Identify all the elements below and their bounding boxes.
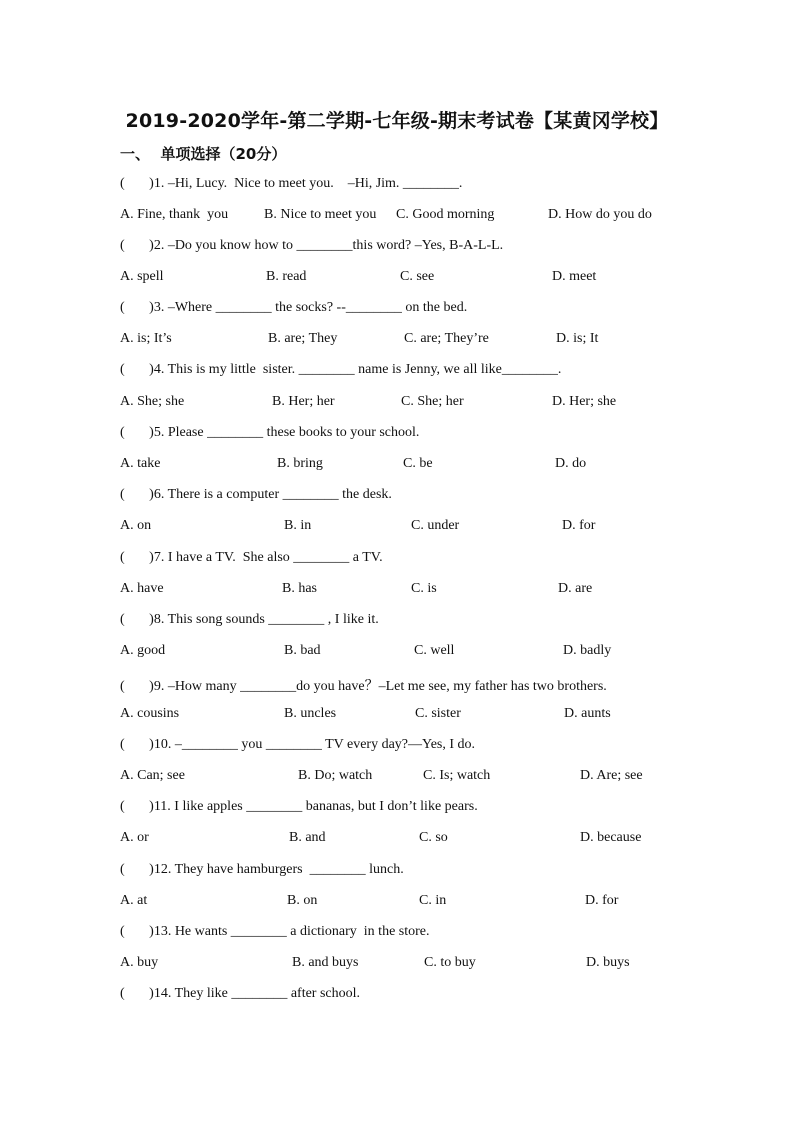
question-14 xyxy=(0,986,794,1008)
option-a: A. Fine, thank you xyxy=(120,207,229,222)
option-d: D. for xyxy=(562,518,596,533)
question-stem: ( )9. –How many ________do you have？–Let me see, my father has two brothers. xyxy=(120,679,607,694)
question-3 xyxy=(0,300,794,322)
option-b: B. on xyxy=(287,893,318,908)
option-a: A. good xyxy=(120,643,166,658)
question-stem: ( )3. –Where ________ the socks? --________ on the bed. xyxy=(120,300,468,315)
question-9 xyxy=(0,675,794,697)
options-row-12 xyxy=(0,893,794,915)
option-c: C. She; her xyxy=(401,394,464,409)
option-c: C. to buy xyxy=(424,955,476,970)
question-stem: ( )6. There is a computer ________ the desk. xyxy=(120,487,392,502)
option-d: D. Her; she xyxy=(552,394,617,409)
options-row-2 xyxy=(0,269,794,291)
question-10 xyxy=(0,737,794,759)
question-stem: ( )4. This is my little sister. ________ name is Jenny, we all like________. xyxy=(120,362,562,377)
option-a: A. buy xyxy=(120,955,159,970)
option-a: A. have xyxy=(120,581,164,596)
option-d: D. because xyxy=(580,830,642,845)
option-c: C. see xyxy=(400,269,435,284)
question-1 xyxy=(0,176,794,198)
options-row-9 xyxy=(0,706,794,728)
option-b: B. in xyxy=(284,518,312,533)
option-d: D. is; It xyxy=(556,331,599,346)
option-d: D. badly xyxy=(563,643,612,658)
question-stem: ( )7. I have a TV. She also ________ a TV. xyxy=(120,550,383,565)
option-c: C. are; They’re xyxy=(404,331,489,346)
option-a: A. on xyxy=(120,518,152,533)
option-c: C. be xyxy=(403,456,433,471)
option-c: C. Good morning xyxy=(396,207,495,222)
option-b: B. are; They xyxy=(268,331,338,346)
option-a: A. at xyxy=(120,893,148,908)
question-8 xyxy=(0,612,794,634)
option-d: D. meet xyxy=(552,269,597,284)
question-4 xyxy=(0,362,794,384)
option-b: B. uncles xyxy=(284,706,337,721)
option-d: D. for xyxy=(585,893,619,908)
option-d: D. Are; see xyxy=(580,768,643,783)
option-b: B. Her; her xyxy=(272,394,335,409)
option-b: B. bad xyxy=(284,643,321,658)
option-d: D. How do you do xyxy=(548,207,652,222)
section-heading: 一、 单项选择（20分） xyxy=(120,145,287,163)
question-stem: ( )14. They like ________ after school. xyxy=(120,986,361,1001)
option-b: B. and xyxy=(289,830,326,845)
question-11 xyxy=(0,799,794,821)
options-row-3 xyxy=(0,331,794,353)
options-row-7 xyxy=(0,581,794,603)
options-row-4 xyxy=(0,394,794,416)
options-row-11 xyxy=(0,830,794,852)
option-b: B. read xyxy=(266,269,307,284)
option-a: A. take xyxy=(120,456,161,471)
question-6 xyxy=(0,487,794,509)
option-b: B. bring xyxy=(277,456,323,471)
option-a: A. is; It’s xyxy=(120,331,172,346)
options-row-13 xyxy=(0,955,794,977)
option-c: C. so xyxy=(419,830,448,845)
option-c: C. in xyxy=(419,893,447,908)
question-stem: ( )12. They have hamburgers ________ lunch. xyxy=(120,862,404,877)
options-row-10 xyxy=(0,768,794,790)
exam-title: 2019-2020学年-第二学期-七年级-期末考试卷【某黄冈学校】 xyxy=(125,110,669,132)
option-c: C. sister xyxy=(415,706,461,721)
question-13 xyxy=(0,924,794,946)
options-row-1 xyxy=(0,207,794,229)
question-stem: ( )13. He wants ________ a dictionary in the store. xyxy=(120,924,430,939)
options-row-6 xyxy=(0,518,794,540)
option-b: B. Do; watch xyxy=(298,768,373,783)
option-c: C. is xyxy=(411,581,437,596)
option-a: A. cousins xyxy=(120,706,180,721)
question-stem: ( )2. –Do you know how to ________this word? –Yes, B-A-L-L. xyxy=(120,238,504,253)
question-stem: ( )1. –Hi, Lucy. Nice to meet you. –Hi, Jim. ________. xyxy=(120,176,463,191)
options-row-5 xyxy=(0,456,794,478)
option-d: D. aunts xyxy=(564,706,611,721)
question-stem: ( )10. –________ you ________ TV every day?—Yes, I do. xyxy=(120,737,476,752)
question-stem: ( )11. I like apples ________ bananas, but I don’t like pears. xyxy=(120,799,478,814)
option-d: D. do xyxy=(555,456,587,471)
question-2 xyxy=(0,238,794,260)
option-b: B. Nice to meet you xyxy=(264,207,377,222)
option-a: A. Can; see xyxy=(120,768,185,783)
option-c: C. well xyxy=(414,643,455,658)
option-b: B. and buys xyxy=(292,955,359,970)
question-stem: ( )8. This song sounds ________ , I like it. xyxy=(120,612,379,627)
options-row-8 xyxy=(0,643,794,665)
option-d: D. are xyxy=(558,581,593,596)
question-5 xyxy=(0,425,794,447)
option-a: A. She; she xyxy=(120,394,185,409)
option-c: C. Is; watch xyxy=(423,768,491,783)
option-a: A. spell xyxy=(120,269,164,284)
option-c: C. under xyxy=(411,518,460,533)
option-d: D. buys xyxy=(586,955,630,970)
question-stem: ( )5. Please ________ these books to your school. xyxy=(120,425,420,440)
option-b: B. has xyxy=(282,581,317,596)
option-a: A. or xyxy=(120,830,149,845)
question-7 xyxy=(0,550,794,572)
question-12 xyxy=(0,862,794,884)
